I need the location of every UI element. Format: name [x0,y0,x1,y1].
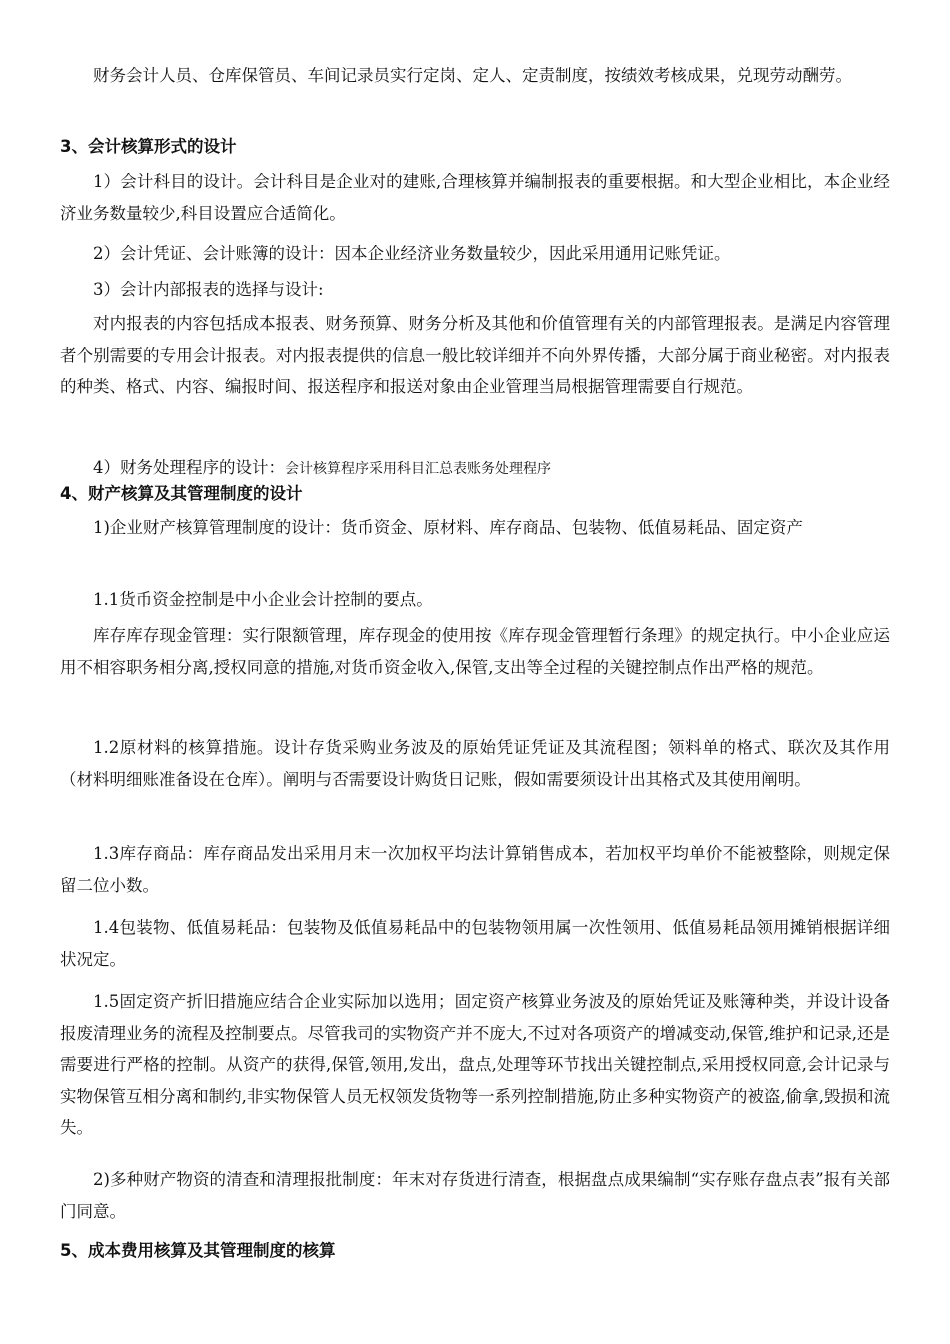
paragraph-monetary-funds: 1.1货币资金控制是中小企业会计控制的要点。 [93,590,433,609]
paragraph-fixed-assets: 1.5固定资产折旧措施应结合企业实际加以选用；固定资产核算业务波及的原始凭证及账簿种类，并设计设备报废清理业务的流程及控制要点。尽管我司的实物资产并不庞大,不过对各项资产的增减变动,保管,维护和记录,还是需要进行严格的控制。从资产的获得,保管,领用,发出，盘点,处理等环节找出关键控制点,采用授权同意,会计记录与实物保管互相分离和制约,非实物保管人员无权领发货物等一系列控制措施,防止多种实物资产的被盗,偷拿,毁损和流失。 [60,992,890,1137]
paragraph-inventory-goods: 1.3库存商品：库存商品发出采用月末一次加权平均法计算销售成本，若加权平均单价不能被整除，则规定保留二位小数。 [60,844,890,895]
procedure-text: 会计核算程序采用科目汇总表账务处理程序 [285,461,551,477]
paragraph-raw-materials: 1.2原材料的核算措施。设计存货采购业务波及的原始凭证凭证及其流程图；领料单的格式、联次及其作用（材料明细账准备设在仓库）。阐明与否需要设计购货日记账，假如需要须设计出其格式及其使用阐明。 [60,738,890,789]
paragraph-stocktaking: 2)多种财产物资的清查和清理报批制度：年末对存货进行清查，根据盘点成果编制“实存账存盘点表”报有关部门同意。 [60,1170,890,1221]
paragraph-packaging: 1.4包装物、低值易耗品：包装物及低值易耗品中的包装物领用属一次性领用、低值易耗品领用摊销根据详细状况定。 [60,918,890,969]
procedure-label: 4）财务处理程序的设计： [93,458,285,477]
paragraph-vouchers-books: 2）会计凭证、会计账簿的设计：因本企业经济业务数量较少，因此采用通用记账凭证。 [93,244,731,263]
paragraph-internal-reports-title: 3）会计内部报表的选择与设计: [93,280,324,299]
section-heading-4: 4、财产核算及其管理制度的设计 [60,484,303,503]
paragraph-staff-responsibility: 财务会计人员、仓库保管员、车间记录员实行定岗、定人、定责制度，按绩效考核成果，兑现劳动酬劳。 [93,66,852,85]
section-heading-5: 5、成本费用核算及其管理制度的核算 [60,1241,336,1260]
paragraph-property-accounting: 1)企业财产核算管理制度的设计：货币资金、原材料、库存商品、包装物、低值易耗品、固定资产 [93,518,803,537]
paragraph-cash-management: 库存库存现金管理：实行限额管理，库存现金的使用按《库存现金管理暂行条理》的规定执行。中小企业应运用不相容职务相分离,授权同意的措施,对货币资金收入,保管,支出等全过程的关键控制点作出严格的规范。 [60,626,890,677]
paragraph-account-titles: 1）会计科目的设计。会计科目是企业对的建账,合理核算并编制报表的重要根据。和大型企业相比，本企业经济业务数量较少,科目设置应合适简化。 [60,172,890,223]
paragraph-internal-reports: 对内报表的内容包括成本报表、财务预算、财务分析及其他和价值管理有关的内部管理报表。是满足内容管理者个别需要的专用会计报表。对内报表提供的信息一般比较详细并不向外界传播，大部分属于商业秘密。对内报表的种类、格式、内容、编报时间、报送程序和报送对象由企业管理当局根据管理需要自行规范。 [60,314,890,396]
section-heading-3: 3、会计核算形式的设计 [60,137,237,156]
